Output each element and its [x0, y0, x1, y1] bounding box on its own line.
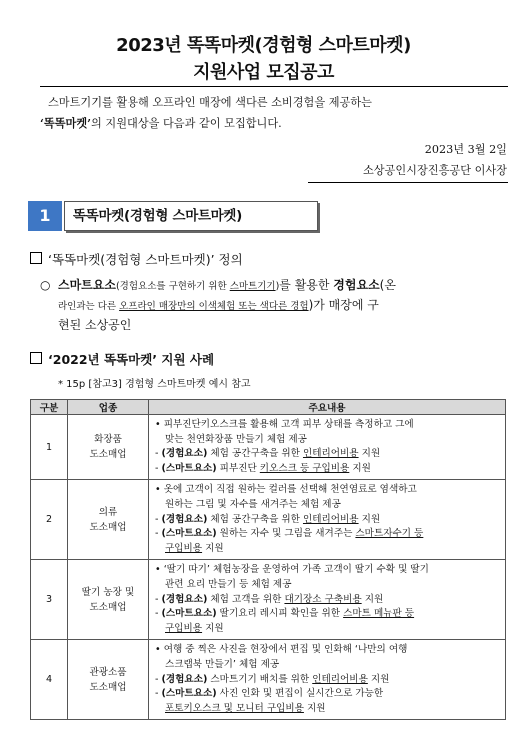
table-row: [31, 415, 506, 480]
support-underlined: 키오스크 등 구입비용: [259, 462, 350, 474]
document-title-line1: 2023년 똑똑마켓(경험형 스마트마켓): [116, 35, 411, 56]
issuer-name: 소상공인시장진흥공단 이사장: [362, 164, 507, 177]
content-continuation-line: 스크랩북 만들기’ 체험 제공: [165, 658, 280, 670]
row-content: [149, 560, 506, 640]
section-number: 1: [28, 201, 62, 231]
issuer-divider: [308, 182, 508, 183]
support-underlined: 구입비용: [165, 542, 203, 554]
checkbox-square-icon: [30, 352, 42, 364]
row-industry: [68, 480, 149, 560]
support-category: (스마트요소): [161, 688, 217, 700]
row-number: 3: [31, 560, 68, 640]
definition-heading-text: ‘똑똑마켓(경험형 스마트마켓)’ 정의: [48, 252, 243, 267]
support-text: 체험 고객을 위한: [207, 593, 285, 605]
definition-line2-underlined: 오프라인 매장만의 이색체험 또는 색다른 경험: [119, 301, 309, 312]
support-text: 피부진단: [216, 462, 260, 474]
intro-highlight: ‘똑똑마켓’: [40, 116, 92, 130]
intro-line2: [40, 113, 508, 134]
dash-prefix: -: [155, 673, 162, 685]
section-title: 똑똑마켓(경험형 스마트마켓): [64, 201, 318, 231]
support-end: 지원: [349, 462, 371, 474]
content-support-item: [155, 513, 501, 528]
dash-prefix: -: [155, 462, 162, 474]
content-support-item: [155, 687, 501, 702]
table-row: [31, 640, 506, 720]
table-header-row: [31, 400, 506, 415]
definition-line2: [40, 296, 510, 316]
column-header-category: 구분: [31, 400, 68, 415]
support-category: (경험요소): [161, 448, 208, 460]
dash-prefix: -: [155, 528, 162, 540]
content-support-continuation: [155, 702, 501, 717]
industry-line: 의류: [98, 506, 118, 518]
table-row: [31, 560, 506, 640]
row-industry: [68, 640, 149, 720]
dash-prefix: -: [155, 608, 162, 620]
support-text: 원하는 자수 및 그림을 새겨주는: [216, 528, 356, 540]
content-support-continuation: [155, 622, 501, 637]
content-support-continuation: [155, 542, 501, 557]
support-text: 스마트기기 배치를 위한: [207, 673, 313, 685]
industry-line: 관광소품: [89, 666, 127, 678]
support-end: 지원: [303, 702, 326, 714]
support-end: 지원: [202, 622, 224, 634]
cases-heading-text: ‘2022년 똑똑마켓’ 지원 사례: [48, 352, 215, 367]
definition-line3: 현된 소상공인: [58, 318, 132, 332]
industry-line: 화장품: [94, 434, 122, 446]
support-category: (경험요소): [161, 673, 208, 685]
intro-line2-text: 의 지원대상을 다음과 같이 모집합니다.: [91, 117, 282, 130]
definition-line2-b: )가 매장에 구: [308, 298, 379, 312]
content-support-item: [155, 462, 501, 477]
row-number: 2: [31, 480, 68, 560]
intro-line1: 스마트기기를 활용해 오프라인 매장에 색다른 소비경험을 제공하는: [48, 96, 372, 109]
industry-line: 도소매업: [89, 521, 127, 533]
support-end: 지원: [361, 593, 384, 605]
support-underlined: 구입비용: [165, 622, 203, 634]
term1-note: (경험요소를 구현하기 위한: [115, 281, 230, 292]
term-smart-element: 스마트요소: [58, 278, 116, 292]
definition-body: [40, 276, 510, 335]
document-title-line2: 지원사업 모집공고: [193, 62, 334, 83]
definition-line1: [40, 276, 510, 296]
support-text: 체험 공간구축을 위한: [207, 513, 303, 525]
dash-prefix: -: [155, 593, 162, 605]
content-bullet-line: • 여행 중 찍은 사진을 현장에서 편집 및 인화해 ‘나만의 여행: [155, 644, 408, 656]
support-end: 지원: [202, 542, 224, 554]
support-category: (경험요소): [161, 513, 208, 525]
content-bullet-line: • ‘딸기 따기’ 체험농장을 운영하여 가족 고객이 딸기 수확 및 딸기: [155, 564, 429, 576]
dash-prefix: -: [155, 448, 162, 460]
support-underlined: 대기장소 구축비용: [284, 593, 362, 605]
dash-prefix: -: [155, 688, 162, 700]
support-category: (스마트요소): [161, 462, 217, 474]
term-experience-element: 경험요소: [333, 278, 380, 292]
support-text: 사진 인화 및 편집이 실시간으로 가능한: [216, 688, 384, 700]
intro-paragraph: [40, 93, 508, 134]
title-divider: [40, 86, 508, 87]
content-support-item: [155, 593, 501, 608]
industry-line: 도소매업: [89, 449, 127, 461]
term1-note-end: ): [275, 281, 280, 292]
circle-bullet-icon: ○: [40, 278, 51, 292]
cases-table: [30, 399, 506, 720]
content-support-item: [155, 527, 501, 542]
announcement-date: 2023년 3월 2일: [424, 143, 507, 156]
support-category: (경험요소): [161, 593, 208, 605]
row-industry: [68, 415, 149, 480]
support-category: (스마트요소): [161, 528, 217, 540]
industry-line: 도소매업: [89, 601, 127, 613]
column-header-content: 주요내용: [149, 400, 506, 415]
table-row: [31, 480, 506, 560]
term1-note-underlined: 스마트기기: [229, 281, 276, 292]
content-bullet-line: • 피부진단키오스크를 활용해 고객 피부 상태를 측정하고 그에: [155, 419, 414, 430]
industry-line: 딸기 농장 및: [81, 586, 135, 598]
content-continuation-line: 관련 요리 만들기 등 체험 제공: [165, 578, 292, 590]
content-continuation-line: 맞는 천연화장품 만들기 체험 제공: [165, 433, 307, 445]
content-support-item: [155, 607, 501, 622]
support-underlined: 인테리어비용: [302, 513, 359, 525]
row-content: [149, 415, 506, 480]
definition-heading: [30, 250, 243, 268]
support-underlined: 인테리어비용: [302, 448, 359, 460]
definition-mid-text: 를 활용한: [279, 278, 334, 292]
support-category: (스마트요소): [161, 608, 217, 620]
support-end: 지원: [367, 673, 390, 685]
industry-line: 도소매업: [89, 681, 127, 693]
dash-prefix: -: [155, 513, 162, 525]
content-bullet-line: • 옷에 고객이 직접 원하는 컬러를 선택해 천연염료로 염색하고: [155, 484, 417, 496]
content-continuation-line: 원하는 그림 및 자수를 새겨주는 체험 제공: [165, 498, 341, 510]
row-number: 1: [31, 415, 68, 480]
cases-reference-note: * 15p [참고3] 경험형 스마트마켓 예시 참고: [58, 379, 251, 390]
support-text: 체험 공간구축을 위한: [207, 448, 303, 460]
support-underlined: 인테리어비용: [312, 673, 368, 685]
content-support-item: [155, 673, 501, 688]
term2-note-start: (온: [379, 278, 396, 292]
row-industry: [68, 560, 149, 640]
cases-heading: [30, 350, 214, 368]
support-end: 지원: [358, 513, 381, 525]
row-content: [149, 480, 506, 560]
support-end: 지원: [358, 448, 381, 460]
definition-line2-a: 라인과는 다른: [58, 301, 120, 312]
support-underlined: 포토키오스크 및 모니터 구입비용: [165, 702, 304, 714]
support-text: 딸기요리 레시피 확인을 위한: [216, 608, 344, 620]
support-underlined: 스마트자수기 등: [355, 528, 424, 540]
row-content: [149, 640, 506, 720]
checkbox-square-icon: [30, 252, 42, 264]
row-number: 4: [31, 640, 68, 720]
column-header-industry: 업종: [68, 400, 149, 415]
support-underlined: 스마트 메뉴판 등: [343, 608, 415, 620]
content-support-item: [155, 447, 501, 462]
